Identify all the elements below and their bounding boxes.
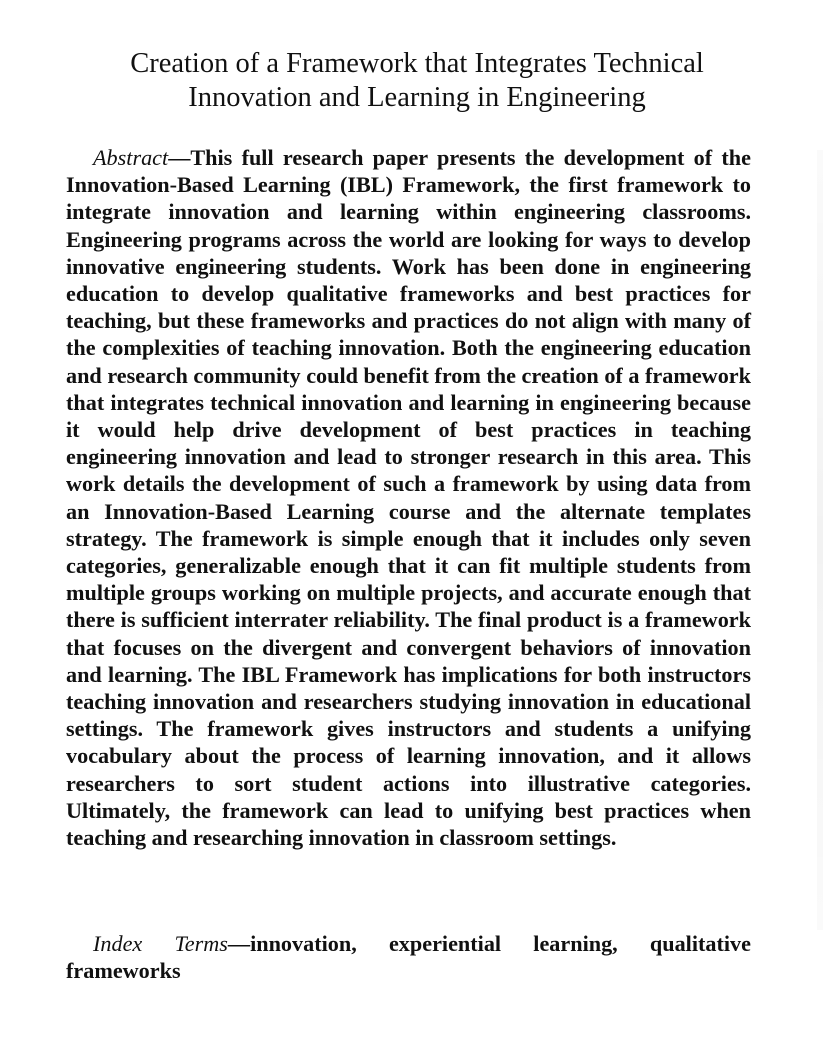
abstract-text: This full research paper presents the development of the Innovation-Based Learning (IBL) Framework, the first framework to integrate innovation and learning within engineering classrooms. Engineering programs across the world are looking for ways to develop innovative engineering students. Work has been done in engineering education to develop qualitative frameworks and best practices for teaching, but these frameworks and practices do not align with many of the complexities of teaching innovation. Both the engineering education and research community could benefit from the creation of a framework that integrates technical innovation and learning in engineering because it would help drive development of best practices in teaching engineering innovation and lead to stronger research in this area. This work details the development of such a framework by using data from an Innovation-Based Learning course and the alternate templates strategy. The framework is simple enough that it includes only seven categories, generalizable enough that it can fit multiple students from multiple groups working on multiple projects, and accurate enough that there is sufficient interrater reliability. The final product is a framework that focuses on the divergent and convergent behaviors of innovation and learning. The IBL Framework has implications for both instructors teaching innovation and researchers studying innovation in educational settings. The framework gives instructors and students a unifying vocabulary about the process of learning innovation, and it allows researchers to sort student actions into illustrative categories. Ultimately, the framework can lead to unifying best practices when teaching and researching innovation in classroom settings. xyxy=(66,145,751,851)
index-terms-text: innovation, experiential learning, qualitative frameworks xyxy=(66,931,751,984)
index-terms-dash: — xyxy=(227,931,251,956)
abstract-paragraph xyxy=(66,144,751,851)
paper-title-line-1: Creation of a Framework that Integrates Technical xyxy=(130,48,704,79)
index-terms-paragraph xyxy=(66,930,751,984)
index-terms-heading: Index Terms xyxy=(93,931,228,956)
paper-title-line-2: Innovation and Learning in Engineering xyxy=(188,82,646,113)
abstract-dash: — xyxy=(168,145,191,170)
paper-title xyxy=(70,47,764,115)
abstract-heading: Abstract xyxy=(93,145,169,170)
right-edge-shadow xyxy=(817,150,823,930)
